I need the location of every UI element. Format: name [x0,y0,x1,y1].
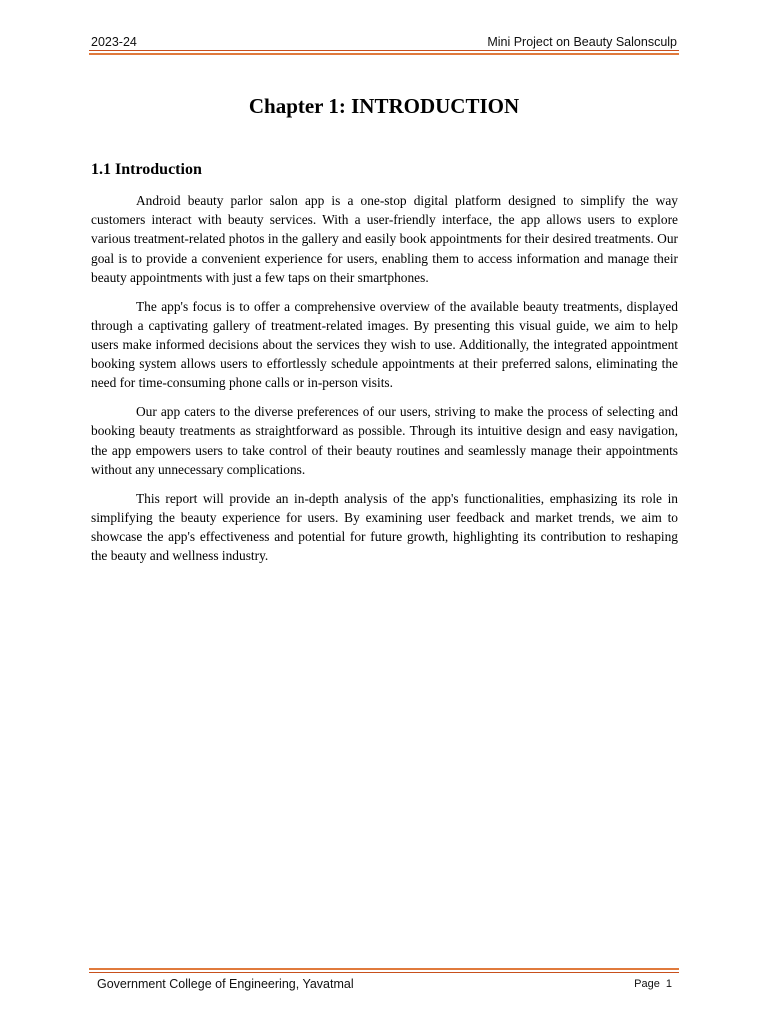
paragraph-2: The app's focus is to offer a comprehensive overview of the available beauty treatments, displayed through a captivating gallery of treatment-related images. By presenting this visual guide, we aim to help users make informed decisions about the services they wish to use. Additionally, the integrated appointment booking system allows users to effortlessly schedule appointments at their preferred salons, eliminating the need for time-consuming phone calls or in-person visits. [91,298,678,391]
footer-institution: Government College of Engineering, Yavatmal [97,977,354,991]
chapter-title: Chapter 1: INTRODUCTION [248,94,520,118]
header-project-title: Mini Project on Beauty Salonsculp [487,35,677,49]
paragraph-3: Our app caters to the diverse preferences of our users, striving to make the process of selecting and booking beauty treatments as straightforward as possible. Through its intuitive design and easy navigation, the app empowers users to take control of their beauty routines and seamlessly manage their appointments without any unnecessary complications. [91,404,678,477]
section-title: 1.1 Introduction [91,161,202,178]
footer-rule [89,968,679,973]
section-body [91,191,678,575]
page-number: 1 [665,978,672,990]
footer-page [634,976,672,992]
header-rule [89,50,679,55]
page-label: Page [634,978,660,990]
paragraph-4: This report will provide an in-depth analysis of the app's functionalities, emphasizing its role in simplifying the beauty experience for users. By examining user feedback and market trends, we aim to showcase the app's effectiveness and potential for future growth, highlighting its contribution to reshaping the beauty and wellness industry. [91,490,678,564]
paragraph-1: Android beauty parlor salon app is a one-stop digital platform designed to simplify the way customers interact with beauty services. With a user-friendly interface, the app allows users to explore various treatment-related photos in the gallery and easily book appointments for their desired treatments. Our goal is to provide a convenient experience for users, enabling them to access information and manage their beauty appointments with just a few taps on their smartphones. [91,193,678,285]
header-year: 2023-24 [91,35,137,49]
